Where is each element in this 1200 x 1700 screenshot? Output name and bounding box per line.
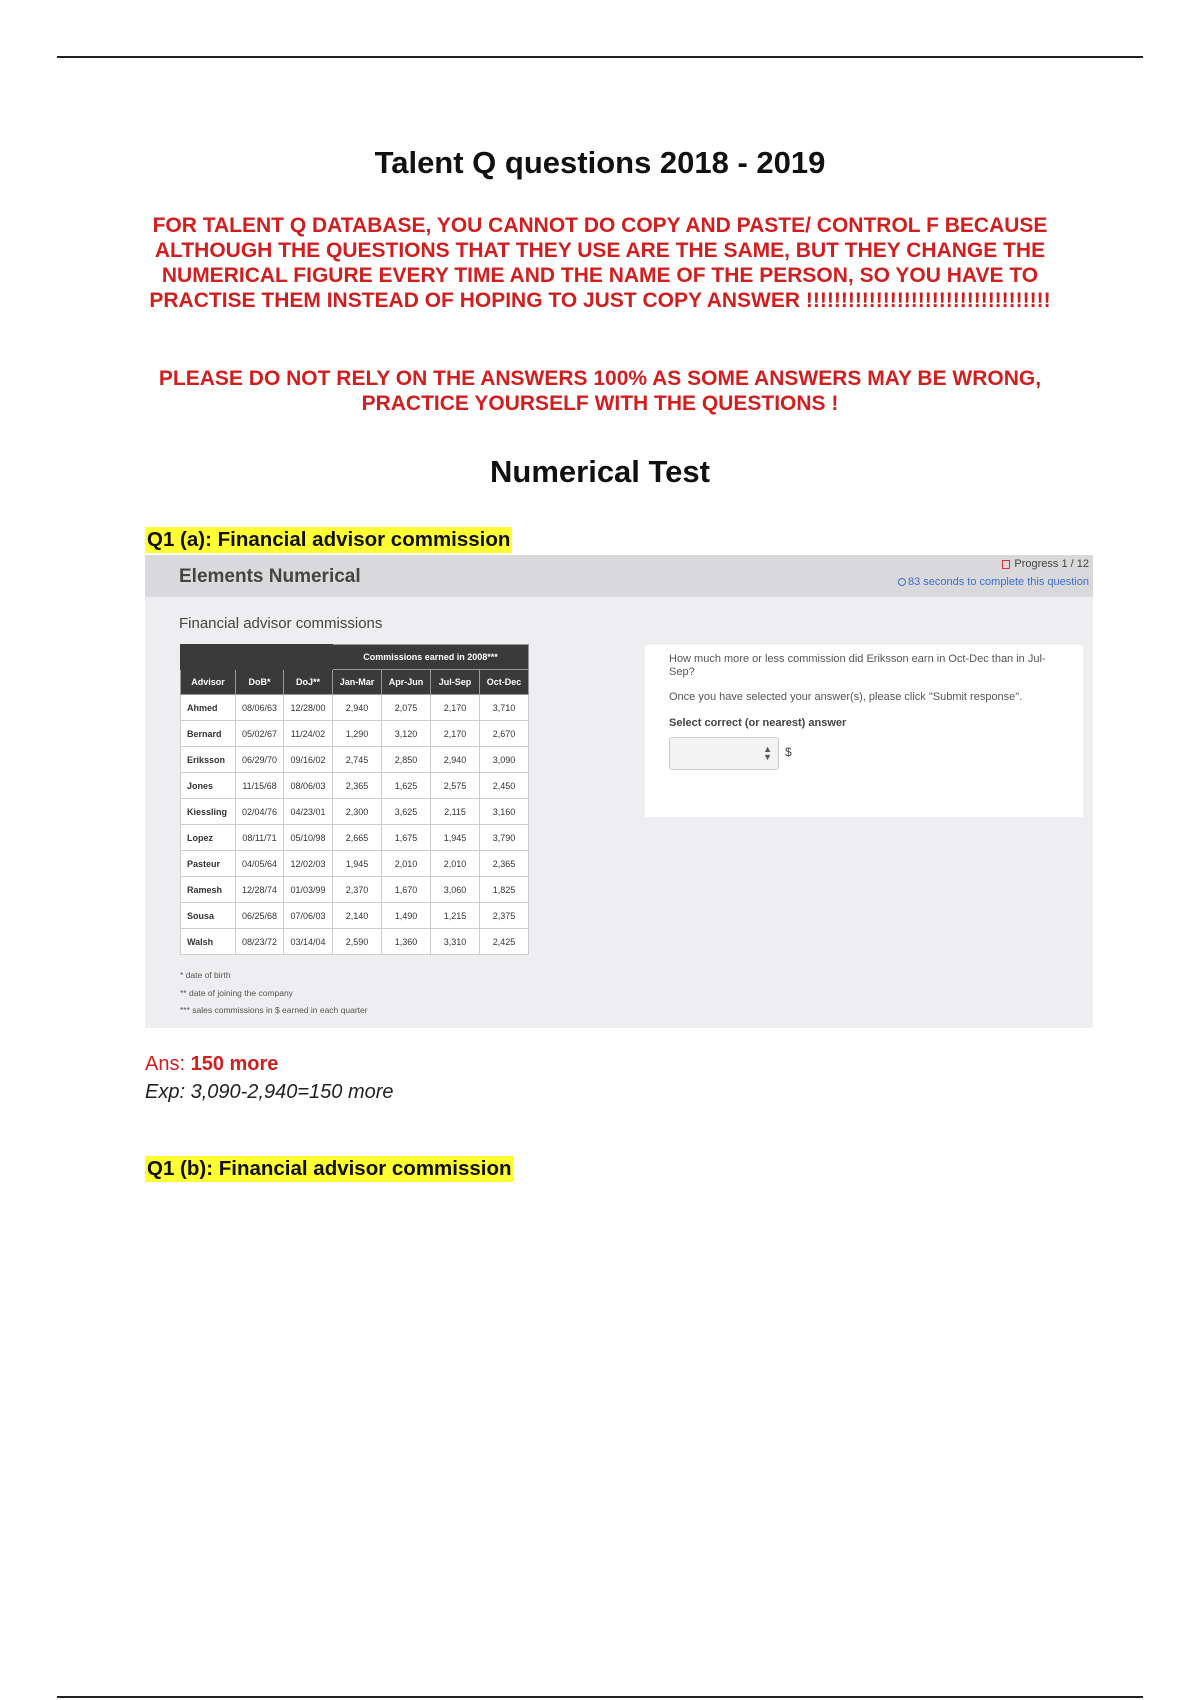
table-cell: 02/04/76 bbox=[236, 799, 284, 825]
top-rule bbox=[57, 56, 1143, 58]
column-header: Apr-Jun bbox=[382, 670, 431, 695]
advisor-name-cell: Bernard bbox=[181, 721, 236, 747]
advisor-name-cell: Ramesh bbox=[181, 877, 236, 903]
table-row bbox=[181, 877, 529, 903]
table-cell: 2,170 bbox=[431, 721, 480, 747]
table-cell: 2,010 bbox=[431, 851, 480, 877]
table-cell: 2,575 bbox=[431, 773, 480, 799]
table-cell: 12/28/00 bbox=[284, 695, 333, 721]
table-cell: 1,290 bbox=[333, 721, 382, 747]
advisor-name-cell: Walsh bbox=[181, 929, 236, 955]
table-row bbox=[181, 825, 529, 851]
table-cell: 06/29/70 bbox=[236, 747, 284, 773]
table-cell: 08/23/72 bbox=[236, 929, 284, 955]
table-cell: 07/06/03 bbox=[284, 903, 333, 929]
question-screenshot bbox=[145, 555, 1093, 1028]
table-cell: 1,360 bbox=[382, 929, 431, 955]
flag-icon bbox=[1002, 560, 1010, 569]
advisor-name-cell: Lopez bbox=[181, 825, 236, 851]
column-header: Jan-Mar bbox=[333, 670, 382, 695]
table-cell: 2,940 bbox=[333, 695, 382, 721]
column-header: DoB* bbox=[236, 670, 284, 695]
advisor-name-cell: Jones bbox=[181, 773, 236, 799]
table-row bbox=[181, 695, 529, 721]
table-cell: 2,940 bbox=[431, 747, 480, 773]
table-cell: 2,590 bbox=[333, 929, 382, 955]
column-header: Oct-Dec bbox=[480, 670, 529, 695]
table-cell: 2,010 bbox=[382, 851, 431, 877]
footnote: ** date of joining the company bbox=[180, 987, 293, 998]
column-header: Advisor bbox=[181, 670, 236, 695]
table-cell: 1,490 bbox=[382, 903, 431, 929]
table-cell: 3,120 bbox=[382, 721, 431, 747]
table-cell: 3,625 bbox=[382, 799, 431, 825]
table-row bbox=[181, 929, 529, 955]
table-cell: 1,675 bbox=[382, 825, 431, 851]
table-cell: 3,160 bbox=[480, 799, 529, 825]
column-header: DoJ** bbox=[284, 670, 333, 695]
question-heading-q1b: Q1 (b): Financial advisor commission bbox=[147, 1157, 512, 1180]
table-cell: 04/23/01 bbox=[284, 799, 333, 825]
copy-warning: FOR TALENT Q DATABASE, YOU CANNOT DO COPY AND PASTE/ CONTROL F BECAUSE ALTHOUGH THE QUESTIONS THAT THEY USE ARE THE SAME, BUT THEY CHANGE THE NUMERICAL FIGURE EVERY TIME AND THE NAME OF THE PERSON, SO YOU HAVE TO PRACTISE THEM INSTEAD OF HOPING TO JUST COPY ANSWER !!!!!!!!!!!!!!!!!!!!!!!!!!!!!!!!!!! bbox=[149, 214, 1051, 312]
table-cell: 1,625 bbox=[382, 773, 431, 799]
table-cell: 01/03/99 bbox=[284, 877, 333, 903]
timer-indicator bbox=[898, 576, 1089, 588]
table-cell: 2,115 bbox=[431, 799, 480, 825]
clock-icon bbox=[898, 578, 906, 586]
table-body bbox=[181, 695, 529, 955]
table-cell: 1,825 bbox=[480, 877, 529, 903]
table-column-headers bbox=[181, 670, 529, 695]
advisor-name-cell: Pasteur bbox=[181, 851, 236, 877]
table-cell: 2,745 bbox=[333, 747, 382, 773]
table-row bbox=[181, 721, 529, 747]
table-cell: 05/02/67 bbox=[236, 721, 284, 747]
table-footnotes bbox=[180, 967, 368, 1020]
chevron-updown-icon: ▲ ▼ bbox=[763, 744, 772, 762]
question-box bbox=[645, 645, 1083, 817]
advisor-name-cell: Kiessling bbox=[181, 799, 236, 825]
table-cell: 2,075 bbox=[382, 695, 431, 721]
table-cell: 3,060 bbox=[431, 877, 480, 903]
bottom-rule bbox=[57, 1696, 1143, 1698]
app-title: Elements Numerical bbox=[179, 566, 361, 587]
app-header bbox=[145, 555, 1093, 597]
table-cell: 05/10/98 bbox=[284, 825, 333, 851]
document-title: Talent Q questions 2018 - 2019 bbox=[374, 145, 826, 180]
table-cell: 1,670 bbox=[382, 877, 431, 903]
table-cell: 2,140 bbox=[333, 903, 382, 929]
table-cell: 11/15/68 bbox=[236, 773, 284, 799]
advisor-name-cell: Sousa bbox=[181, 903, 236, 929]
answer-select[interactable] bbox=[669, 737, 779, 770]
footnote: *** sales commissions in $ earned in each quarter bbox=[180, 1005, 368, 1015]
answer-value: 150 more bbox=[190, 1053, 279, 1075]
answer-prefix: Ans: bbox=[145, 1053, 191, 1075]
table-cell: 1,945 bbox=[431, 825, 480, 851]
table-row bbox=[181, 747, 529, 773]
table-group-header: Commissions earned in 2008*** bbox=[333, 645, 529, 670]
table-cell: 12/28/74 bbox=[236, 877, 284, 903]
table-cell: 08/06/63 bbox=[236, 695, 284, 721]
table-cell: 2,850 bbox=[382, 747, 431, 773]
table-cell: 3,310 bbox=[431, 929, 480, 955]
table-row bbox=[181, 773, 529, 799]
table-row bbox=[181, 799, 529, 825]
accuracy-warning: PLEASE DO NOT RELY ON THE ANSWERS 100% AS SOME ANSWERS MAY BE WRONG, PRACTICE YOURSELF WITH THE QUESTIONS ! bbox=[158, 367, 1042, 415]
progress-indicator bbox=[1002, 558, 1089, 570]
answer-select-label: Select correct (or nearest) answer bbox=[669, 717, 847, 729]
explanation: Exp: 3,090-2,940=150 more bbox=[145, 1081, 394, 1103]
table-header-spacer bbox=[181, 645, 333, 670]
table-cell: 12/02/03 bbox=[284, 851, 333, 877]
table-cell: 2,425 bbox=[480, 929, 529, 955]
section-title: Numerical Test bbox=[490, 454, 710, 489]
table-cell: 11/24/02 bbox=[284, 721, 333, 747]
table-cell: 2,300 bbox=[333, 799, 382, 825]
table-row bbox=[181, 903, 529, 929]
submit-instruction: Once you have selected your answer(s), please click "Submit response". bbox=[669, 691, 1023, 703]
table-cell: 09/16/02 bbox=[284, 747, 333, 773]
table-cell: 3,710 bbox=[480, 695, 529, 721]
answer bbox=[145, 1053, 278, 1076]
footnote: * date of birth bbox=[180, 970, 231, 980]
currency-symbol: $ bbox=[785, 745, 792, 759]
progress-text: Progress 1 / 12 bbox=[1014, 558, 1089, 570]
timer-text: 83 seconds to complete this question bbox=[907, 576, 1089, 588]
table-cell: 2,170 bbox=[431, 695, 480, 721]
column-header: Jul-Sep bbox=[431, 670, 480, 695]
table-cell: 04/05/64 bbox=[236, 851, 284, 877]
table-cell: 3,090 bbox=[480, 747, 529, 773]
question-heading-q1a: Q1 (a): Financial advisor commission bbox=[147, 528, 511, 551]
table-cell: 3,790 bbox=[480, 825, 529, 851]
table-cell: 2,370 bbox=[333, 877, 382, 903]
table-row bbox=[181, 851, 529, 877]
table-cell: 06/25/68 bbox=[236, 903, 284, 929]
table-cell: 2,375 bbox=[480, 903, 529, 929]
advisor-name-cell: Ahmed bbox=[181, 695, 236, 721]
question-text: How much more or less commission did Eriksson earn in Oct-Dec than in Jul-Sep? bbox=[669, 653, 1046, 678]
table-caption: Financial advisor commissions bbox=[179, 615, 383, 632]
commission-table bbox=[180, 644, 529, 955]
table-cell: 2,365 bbox=[333, 773, 382, 799]
table-cell: 2,450 bbox=[480, 773, 529, 799]
table-cell: 2,670 bbox=[480, 721, 529, 747]
table-cell: 03/14/04 bbox=[284, 929, 333, 955]
table-cell: 08/11/71 bbox=[236, 825, 284, 851]
table-cell: 2,365 bbox=[480, 851, 529, 877]
table-cell: 2,665 bbox=[333, 825, 382, 851]
table-cell: 1,945 bbox=[333, 851, 382, 877]
advisor-name-cell: Eriksson bbox=[181, 747, 236, 773]
table-cell: 1,215 bbox=[431, 903, 480, 929]
table-cell: 08/06/03 bbox=[284, 773, 333, 799]
